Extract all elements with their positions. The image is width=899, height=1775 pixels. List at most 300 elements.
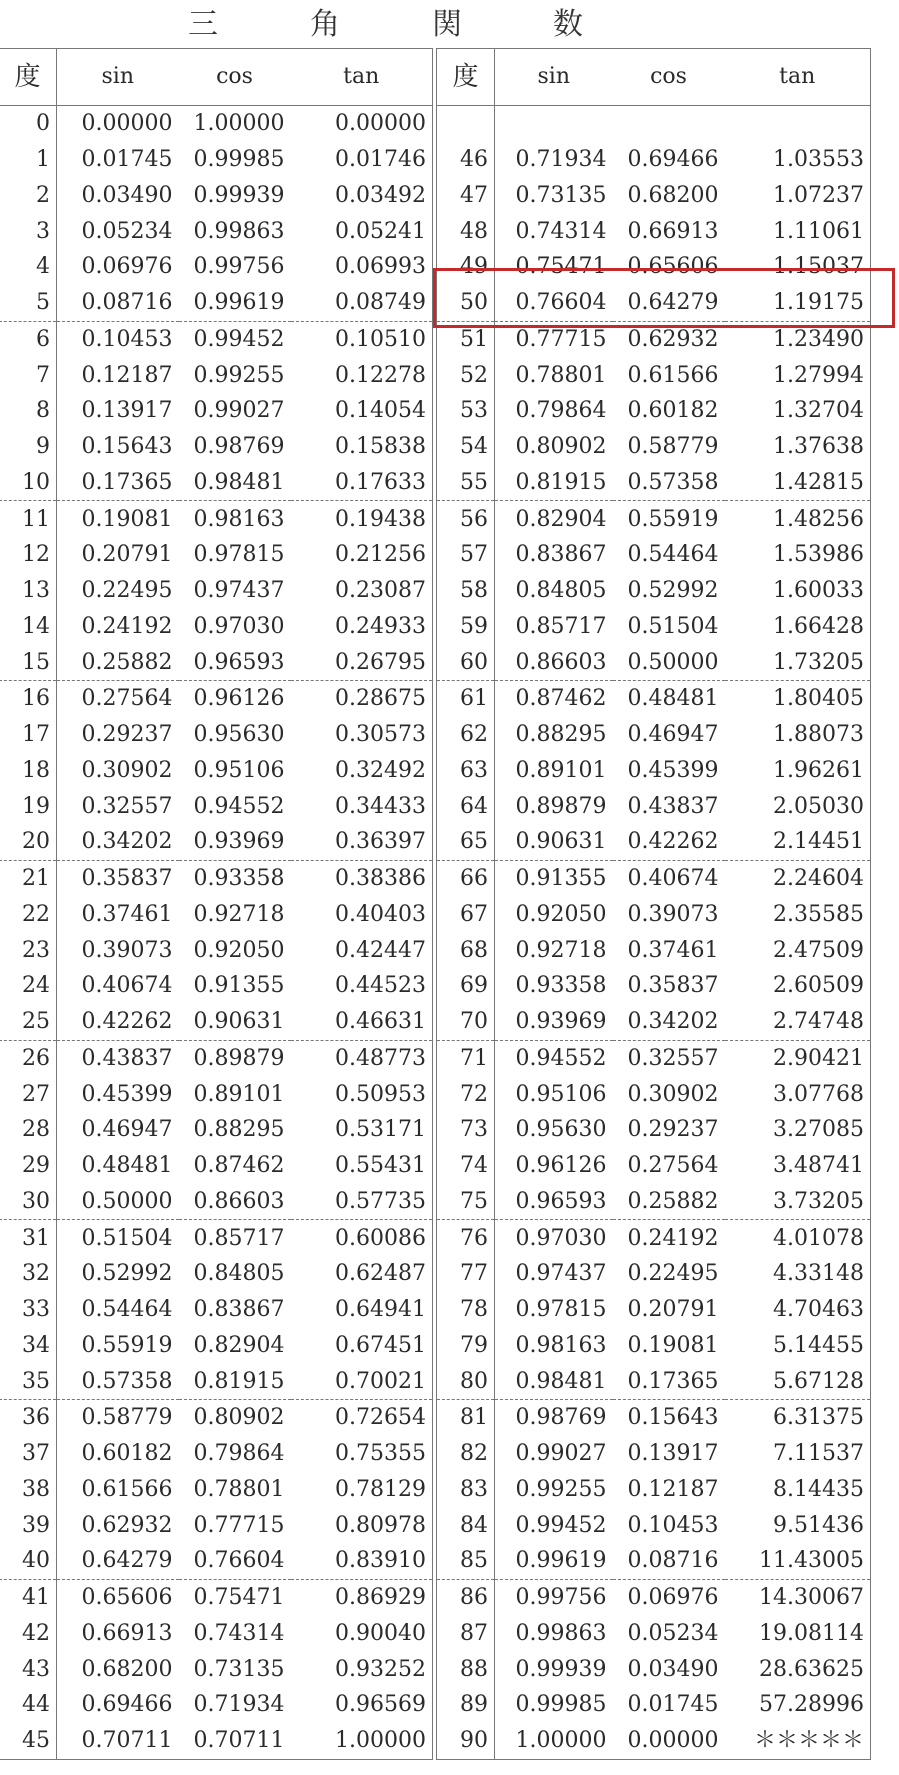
cell-sin: 0.32557 [81,793,173,819]
cell-cos: 0.01745 [627,1692,719,1718]
cell-cos: 0.90631 [179,1004,291,1040]
cell-cos: 0.76604 [179,1543,291,1579]
cell-deg: 23 [0,932,57,968]
cell-tan: 2.90421 [773,1045,864,1071]
cell-sin: 0.30902 [81,757,173,783]
cell-cos: 0.82904 [193,1332,285,1358]
cell-sin: 0.42262 [57,1004,179,1040]
cell-deg: 27 [0,1076,57,1112]
cell-sin: 0.45399 [81,1081,173,1107]
cell-deg: 86 [437,1579,495,1615]
cell-tan: 0.14054 [335,398,426,424]
cell-tan: 3.07768 [773,1081,864,1107]
cell-cos: 0.86603 [179,1184,291,1220]
cell-tan: 0.40403 [335,901,426,927]
cell-cos: 0.75471 [193,1585,285,1611]
table-row [0,968,433,1004]
table-row [437,465,871,501]
cell-tan: 0.12278 [335,362,426,388]
cell-sin: 0.64279 [57,1543,179,1579]
table-row [0,681,433,717]
cell-sin: 0.60182 [81,1441,173,1467]
cell-deg: 35 [0,1363,57,1399]
table-row [437,501,871,537]
cell-tan: 1.66428 [773,613,864,639]
cell-sin: 0.34202 [57,824,179,860]
table-row [0,249,433,285]
cell-sin: 0.51504 [81,1225,173,1251]
cell-sin: 0.94552 [515,1045,607,1071]
cell-sin: 0.13917 [81,398,173,424]
table-row [0,824,433,860]
left-table [0,48,433,1760]
table-row [437,1328,871,1364]
table-row [437,824,871,860]
cell-sin: 0.65606 [81,1585,173,1611]
cell-sin: 0.82904 [515,506,607,532]
cell-cos: 0.57358 [613,465,725,501]
table-row [0,142,433,178]
cell-deg: 41 [0,1579,57,1615]
table-row [0,537,433,573]
cell-deg: 5 [0,285,57,321]
cell-tan: 0.60086 [335,1225,426,1251]
cell-tan: 0.48773 [335,1045,426,1071]
cell-tan: 3.27085 [773,1117,864,1143]
cell-cos: 0.89101 [193,1081,285,1107]
cell-tan: 3.73205 [725,1184,871,1220]
table-row [437,429,871,465]
cell-cos: 0.42262 [613,824,725,860]
cell-tan: 0.44523 [335,973,426,999]
table-row [437,644,871,680]
page-title [0,2,899,48]
cell-tan: 1.23490 [773,326,864,352]
cell-tan: 1.42815 [725,465,871,501]
cell-cos: 0.32557 [627,1045,719,1071]
cell-deg: 10 [0,465,57,501]
cell-cos: 0.97437 [193,578,285,604]
cell-deg: 64 [437,788,495,824]
cell-deg: 6 [0,321,57,357]
cell-deg: 1 [0,142,57,178]
header-deg: 度 [0,49,57,106]
table-row [0,1507,433,1543]
table-row [437,860,871,896]
cell-deg: 73 [437,1112,495,1148]
cell-cos: 0.98769 [193,434,285,460]
title-char: 数 [553,7,583,42]
cell-deg: 17 [0,717,57,753]
cell-cos: 0.99939 [193,182,285,208]
cell-deg: 76 [437,1220,495,1256]
cell-deg: 90 [437,1723,495,1760]
cell-sin: 0.12187 [81,362,173,388]
table-row [437,1040,871,1076]
cell-deg: 80 [437,1363,495,1399]
cell-deg: 70 [437,1004,495,1040]
cell-deg: 4 [0,249,57,285]
cell-sin: 0.99863 [515,1620,607,1646]
cell-sin: 0.86603 [495,644,613,680]
cell-cos: 0.52992 [627,578,719,604]
cell-deg: 46 [437,142,495,178]
cell-cos: 0.22495 [627,1261,719,1287]
cell-cos: 0.00000 [627,1728,719,1754]
table-row [437,178,871,214]
cell-deg: 26 [0,1040,57,1076]
table-row [437,106,871,142]
cell-tan: 0.03492 [335,182,426,208]
cell-tan: 0.38386 [335,866,426,892]
cell-cos: 0.10453 [627,1512,719,1538]
cell-cos: 0.85717 [193,1225,285,1251]
header-tan: tan [725,49,871,106]
cell-sin: 0.52992 [81,1261,173,1287]
cell-deg: 34 [0,1328,57,1364]
cell-deg: 43 [0,1651,57,1687]
cell-cos: 0.84805 [193,1261,285,1287]
cell-tan: 1.60033 [773,578,864,604]
table-row [437,1543,871,1579]
cell-deg: 59 [437,609,495,645]
title-char: 三 [188,7,218,42]
cell-cos: 0.68200 [627,182,719,208]
cell-sin: 1.00000 [515,1728,607,1754]
cell-sin: 0.08716 [57,285,179,321]
cell-cos: 0.99985 [193,147,285,173]
cell-deg: 33 [0,1292,57,1328]
cell-tan: 2.05030 [773,793,864,819]
cell-cos: 0.99452 [193,326,285,352]
cell-sin: 0.99939 [515,1656,607,1682]
cell-sin: 0.46947 [81,1117,173,1143]
table-row [0,1363,433,1399]
table-row [0,753,433,789]
table-row [437,1292,871,1328]
cell-deg: 11 [0,501,57,537]
cell-sin: 0.75471 [515,254,607,280]
cell-sin: 0.96126 [515,1153,607,1179]
table-row [437,1363,871,1399]
cell-tan: 0.70021 [291,1363,433,1399]
cell-tan: 6.31375 [773,1405,864,1431]
cell-cos: 0.46947 [627,722,719,748]
table-row [0,321,433,357]
cell-sin: 0.24192 [81,613,173,639]
cell-deg: 52 [437,357,495,393]
cell-sin: 0.92050 [515,901,607,927]
cell-tan: 0.26795 [291,644,433,680]
table-row [437,537,871,573]
cell-sin: 0.19081 [81,506,173,532]
cell-cos: 0.45399 [627,757,719,783]
cell-tan: 2.60509 [773,973,864,999]
cell-tan: 28.63625 [759,1656,864,1682]
cell-cos: 0.80902 [193,1405,285,1431]
cell-deg: 51 [437,321,495,357]
table-row [0,501,433,537]
cell-cos: 0.13917 [627,1441,719,1467]
cell-deg: 55 [437,465,495,501]
cell-tan: 7.11537 [773,1441,864,1467]
table-row [0,213,433,249]
cell-cos: 0.30902 [627,1081,719,1107]
cell-deg: 61 [437,681,495,717]
cell-tan [725,106,871,142]
cell-sin: 0.22495 [81,578,173,604]
cell-tan: 0.24933 [335,613,426,639]
cell-tan: 0.01746 [335,147,426,173]
cell-tan: 0.05241 [335,218,426,244]
cell-tan: 0.93252 [335,1656,426,1682]
table-row [0,106,433,142]
table-row [0,1184,433,1220]
cell-deg [437,106,495,142]
cell-deg: 78 [437,1292,495,1328]
cell-deg: 3 [0,213,57,249]
table-row [0,393,433,429]
header-tan: tan [291,49,433,106]
cell-deg: 71 [437,1040,495,1076]
cell-cos: 0.96593 [179,644,291,680]
cell-tan: 4.33148 [773,1261,864,1287]
cell-sin: 0.99756 [515,1585,607,1611]
cell-tan: 0.83910 [291,1543,433,1579]
cell-sin: 0.62932 [81,1512,173,1538]
table-row [0,429,433,465]
cell-deg: 81 [437,1400,495,1436]
cell-sin: 0.93358 [515,973,607,999]
title-char: 角 [310,7,340,42]
cell-sin: 0.89879 [515,793,607,819]
table-row [0,1651,433,1687]
cell-cos: 0.35837 [627,973,719,999]
cell-sin: 0.29237 [81,722,173,748]
cell-cos: 0.25882 [613,1184,725,1220]
cell-sin: 0.99255 [515,1476,607,1502]
cell-sin: 0.06976 [81,254,173,280]
cell-cos: 0.77715 [193,1512,285,1538]
cell-sin: 0.79864 [515,398,607,424]
cell-tan: 1.00000 [335,1728,426,1754]
cell-cos: 0.97815 [193,542,285,568]
cell-sin: 0.84805 [515,578,607,604]
cell-tan: 2.24604 [773,866,864,892]
cell-cos: 0.71934 [193,1692,285,1718]
cell-deg: 28 [0,1112,57,1148]
cell-sin: 0.98481 [495,1363,613,1399]
cell-deg: 65 [437,824,495,860]
cell-deg: 85 [437,1543,495,1579]
table-row [0,1436,433,1472]
table-row [0,897,433,933]
cell-cos: 0.27564 [627,1153,719,1179]
cell-deg: 39 [0,1507,57,1543]
cell-cos: 0.08716 [613,1543,725,1579]
table-row [437,1112,871,1148]
cell-cos: 1.00000 [193,111,285,137]
cell-cos: 0.88295 [193,1117,285,1143]
cell-cos: 0.12187 [627,1476,719,1502]
cell-cos: 0.06976 [627,1585,719,1611]
table-row [0,644,433,680]
cell-deg: 63 [437,753,495,789]
cell-deg: 25 [0,1004,57,1040]
cell-deg: 24 [0,968,57,1004]
cell-sin: 0.77715 [515,326,607,352]
cell-deg: 13 [0,573,57,609]
table-row [0,1148,433,1184]
cell-deg: 40 [0,1543,57,1579]
cell-tan: 0.62487 [335,1261,426,1287]
cell-tan: 19.08114 [759,1620,864,1646]
cell-tan: 0.57735 [291,1184,433,1220]
cell-tan: 1.88073 [773,722,864,748]
cell-deg: 47 [437,178,495,214]
cell-deg: 82 [437,1436,495,1472]
cell-tan: 1.15037 [773,254,864,280]
cell-tan: 0.06993 [335,254,426,280]
cell-cos: 0.96126 [193,686,285,712]
cell-deg: 89 [437,1687,495,1723]
cell-tan: 0.42447 [335,937,426,963]
cell-sin: 0.05234 [81,218,173,244]
table-row [437,717,871,753]
cell-deg: 29 [0,1148,57,1184]
cell-tan: 1.32704 [773,398,864,424]
cell-cos: 0.83867 [193,1297,285,1323]
table-row [0,788,433,824]
cell-sin: 0.37461 [81,901,173,927]
cell-cos: 0.61566 [627,362,719,388]
table-row [0,1723,433,1760]
cell-deg: 20 [0,824,57,860]
cell-sin: 0.25882 [57,644,179,680]
cell-deg: 19 [0,788,57,824]
cell-sin: 0.40674 [81,973,173,999]
table-row [0,573,433,609]
cell-cos: 0.74314 [193,1620,285,1646]
cell-sin: 0.91355 [515,866,607,892]
cell-cos: 0.58779 [627,434,719,460]
cell-tan: 0.64941 [335,1297,426,1323]
cell-cos: 0.99027 [193,398,285,424]
cell-tan: 2.74748 [725,1004,871,1040]
cell-deg: 9 [0,429,57,465]
cell-cos: 0.60182 [627,398,719,424]
table-row [0,1400,433,1436]
cell-sin: 0.97437 [515,1261,607,1287]
table-row [437,1687,871,1723]
table-row [0,285,433,321]
table-row [437,1076,871,1112]
cell-tan: 14.30067 [759,1585,864,1611]
cell-cos: 0.99863 [193,218,285,244]
cell-sin: 0.99452 [515,1512,607,1538]
table-row [437,1616,871,1652]
table-row [0,1256,433,1292]
cell-tan: 1.80405 [773,686,864,712]
cell-cos: 0.51504 [627,613,719,639]
cell-sin: 0.17365 [57,465,179,501]
cell-tan: ＊＊＊＊＊ [753,1728,864,1754]
cell-cos: 0.40674 [627,866,719,892]
table-row [437,1004,871,1040]
table-row [0,1220,433,1256]
cell-deg: 66 [437,860,495,896]
cell-deg: 14 [0,609,57,645]
cell-tan: 9.51436 [773,1512,864,1538]
cell-tan: 0.10510 [335,326,426,352]
cell-cos: 0.99756 [193,254,285,280]
table-row [0,1328,433,1364]
table-row [437,357,871,393]
cell-tan: 1.73205 [725,644,871,680]
table-row [0,357,433,393]
cell-cos: 0.55919 [627,506,719,532]
cell-cos: 0.20791 [627,1297,719,1323]
cell-cos: 0.50000 [613,644,725,680]
cell-deg: 50 [437,285,495,321]
cell-sin: 0.00000 [81,111,173,137]
cell-tan: 0.96569 [335,1692,426,1718]
cell-sin: 0.95630 [515,1117,607,1143]
cell-tan: 0.28675 [335,686,426,712]
cell-cos: 0.17365 [613,1363,725,1399]
table-row [437,142,871,178]
cell-tan: 1.37638 [773,434,864,460]
cell-deg: 48 [437,213,495,249]
cell-tan: 4.01078 [773,1225,864,1251]
cell-sin: 0.66913 [81,1620,173,1646]
cell-cos: 0.78801 [193,1476,285,1502]
cell-deg: 69 [437,968,495,1004]
cell-cos: 0.03490 [627,1656,719,1682]
cell-deg: 53 [437,393,495,429]
table-row [0,860,433,896]
cell-tan: 1.19175 [725,285,871,321]
cell-sin: 0.89101 [515,757,607,783]
cell-sin: 0.76604 [495,285,613,321]
cell-sin: 0.74314 [515,218,607,244]
table-row [0,1579,433,1615]
table-row [437,932,871,968]
cell-deg: 2 [0,178,57,214]
cell-deg: 22 [0,897,57,933]
header-cos: cos [179,49,291,106]
cell-sin: 0.87462 [515,686,607,712]
cell-cos: 0.97030 [193,613,285,639]
table-row [437,1472,871,1508]
header-row [0,49,433,106]
cell-cos: 0.69466 [627,147,719,173]
cell-sin: 0.71934 [515,147,607,173]
table-row [0,1543,433,1579]
table-row [0,1076,433,1112]
table-row [0,1112,433,1148]
table-row [437,1579,871,1615]
cell-sin: 0.03490 [81,182,173,208]
table-row [437,1651,871,1687]
cell-sin: 0.96593 [495,1184,613,1220]
cell-tan: 5.67128 [725,1363,871,1399]
cell-tan: 4.70463 [773,1297,864,1323]
cell-deg: 32 [0,1256,57,1292]
cell-cos: 0.19081 [627,1332,719,1358]
cell-tan: 0.80978 [335,1512,426,1538]
cell-sin: 0.92718 [515,937,607,963]
